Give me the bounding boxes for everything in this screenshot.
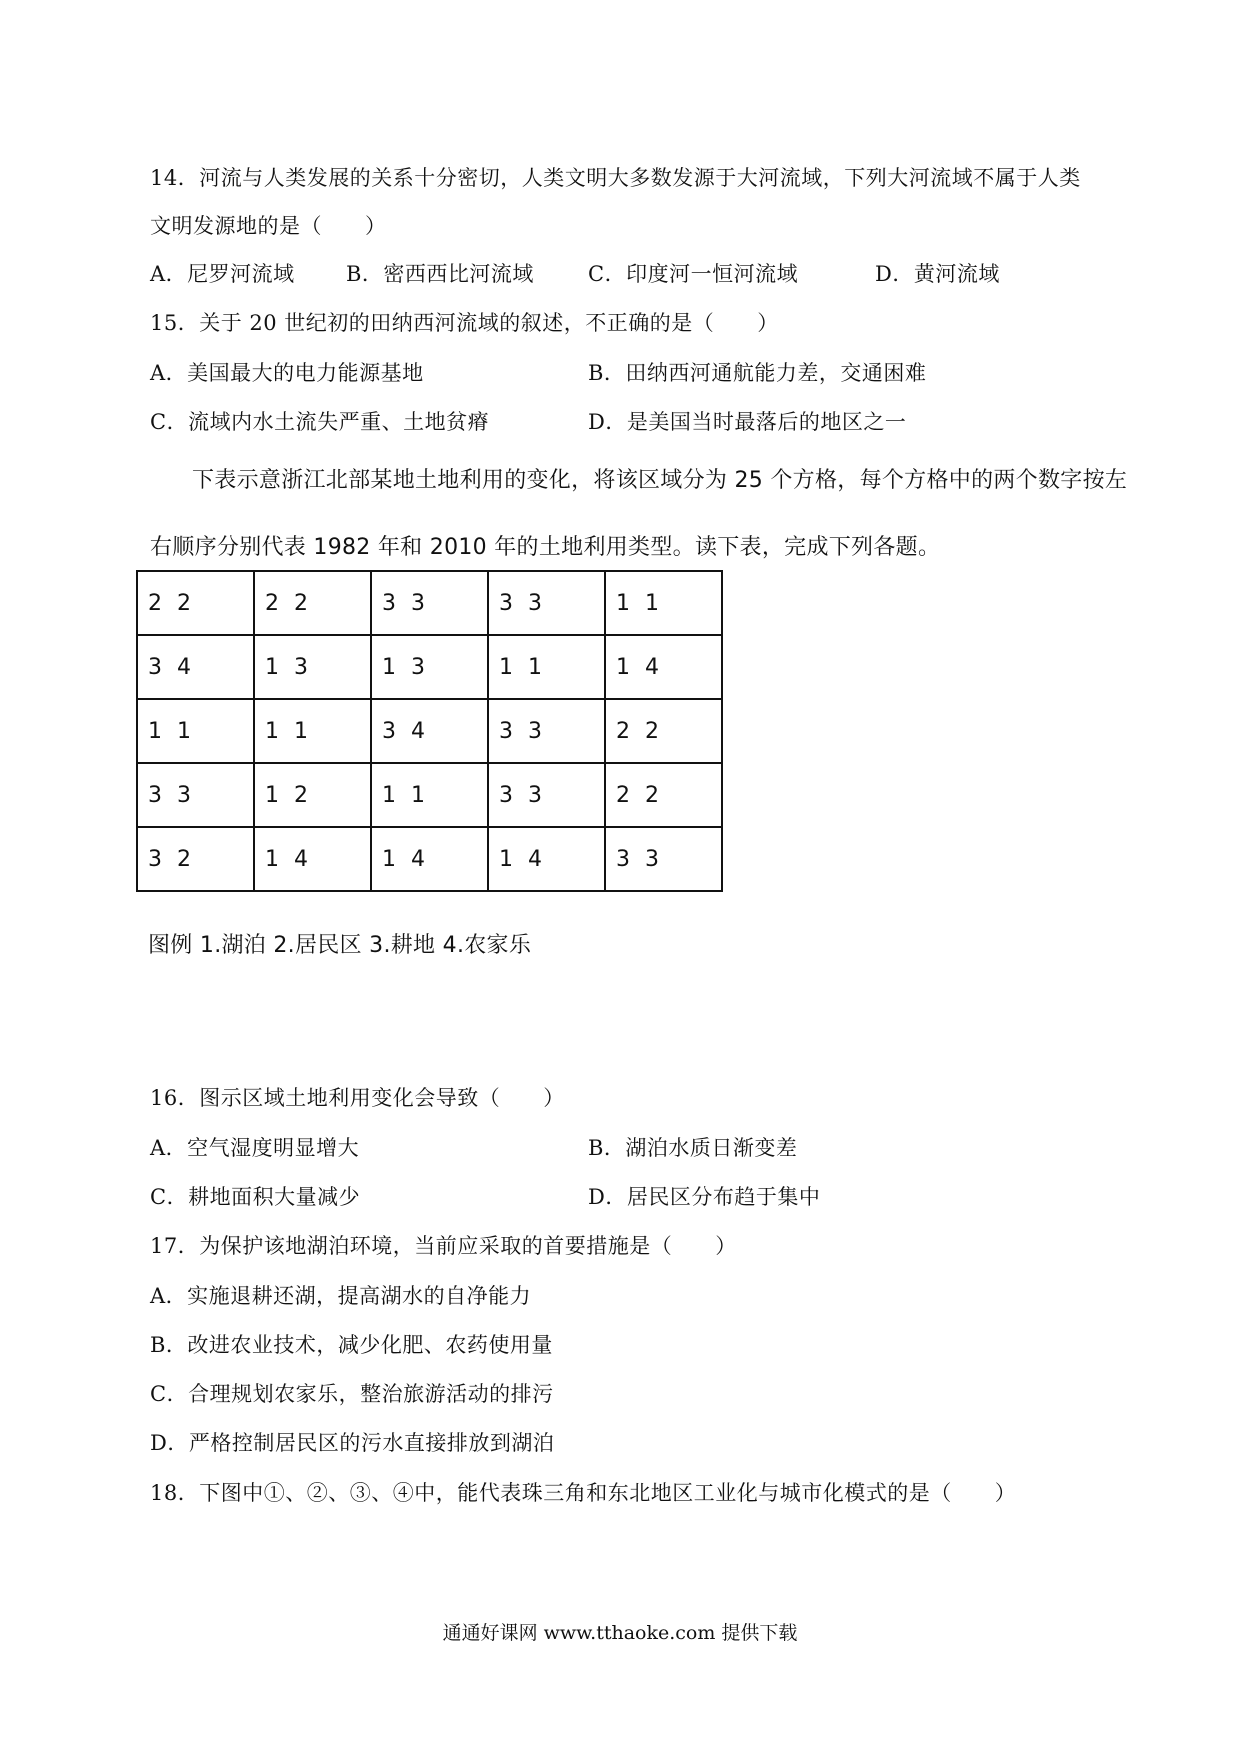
q16-option-c: C．耕地面积大量减少 [150, 1185, 361, 1209]
grid-cell: 1 4 [605, 635, 722, 699]
q14-stem-line1: 14．河流与人类发展的关系十分密切，人类文明大多数发源于大河流域，下列大河流域不属于人类 [150, 166, 1081, 190]
grid-cell: 2 2 [605, 763, 722, 827]
q17-option-c: C．合理规划农家乐，整治旅游活动的排污 [150, 1382, 554, 1406]
grid-cell: 3 2 [137, 827, 254, 891]
q16-option-a: A．空气湿度明显增大 [150, 1136, 360, 1160]
q17-stem: 17．为保护该地湖泊环境，当前应采取的首要措施是（ ） [150, 1234, 737, 1258]
grid-row [137, 571, 722, 635]
intro-line1: 下表示意浙江北部某地土地利用的变化，将该区域分为 25 个方格，每个方格中的两个数字按左 [192, 468, 1128, 493]
grid-row [137, 699, 722, 763]
grid-cell: 3 4 [371, 699, 488, 763]
q17-option-a: A．实施退耕还湖，提高湖水的自净能力 [150, 1284, 532, 1308]
q14-stem-line2: 文明发源地的是（ ） [150, 214, 387, 238]
grid-cell: 3 3 [488, 571, 605, 635]
grid-cell: 3 3 [371, 571, 488, 635]
grid-row [137, 763, 722, 827]
grid-row [137, 827, 722, 891]
land-use-grid [136, 570, 723, 892]
grid-cell: 1 1 [371, 763, 488, 827]
q14-option-d: D．黄河流域 [875, 262, 1000, 286]
q16-option-d: D．居民区分布趋于集中 [588, 1185, 821, 1209]
grid-cell: 1 2 [254, 763, 371, 827]
q16-option-b: B．湖泊水质日渐变差 [588, 1136, 798, 1160]
q16-stem: 16．图示区域土地利用变化会导致（ ） [150, 1086, 565, 1110]
grid-cell: 1 1 [254, 699, 371, 763]
grid-cell: 3 3 [137, 763, 254, 827]
grid-cell: 3 4 [137, 635, 254, 699]
grid-cell: 1 1 [605, 571, 722, 635]
grid-cell: 1 3 [371, 635, 488, 699]
q14-option-b: B．密西西比河流域 [346, 262, 534, 286]
q14-option-c: C．印度河一恒河流域 [588, 262, 799, 286]
q15-option-b: B．田纳西河通航能力差，交通困难 [588, 361, 927, 385]
grid-cell: 3 3 [605, 827, 722, 891]
grid-cell: 1 1 [137, 699, 254, 763]
page-footer: 通通好课网 www.tthaoke.com 提供下载 [442, 1622, 798, 1644]
grid-cell: 2 2 [605, 699, 722, 763]
grid-cell: 3 3 [488, 763, 605, 827]
grid-legend: 图例 1.湖泊 2.居民区 3.耕地 4.农家乐 [148, 933, 532, 958]
grid-cell: 2 2 [254, 571, 371, 635]
q17-option-b: B．改进农业技术，减少化肥、农药使用量 [150, 1333, 553, 1357]
q15-option-a: A．美国最大的电力能源基地 [150, 361, 424, 385]
grid-cell: 2 2 [137, 571, 254, 635]
grid-row [137, 635, 722, 699]
q15-option-d: D．是美国当时最落后的地区之一 [588, 410, 907, 434]
q15-stem: 15．关于 20 世纪初的田纳西河流域的叙述，不正确的是（ ） [150, 311, 779, 335]
q15-option-c: C．流域内水土流失严重、土地贫瘠 [150, 410, 490, 434]
grid-cell: 3 3 [488, 699, 605, 763]
grid-cell: 1 4 [371, 827, 488, 891]
q14-option-a: A．尼罗河流域 [150, 262, 295, 286]
grid-cell: 1 1 [488, 635, 605, 699]
q17-option-d: D．严格控制居民区的污水直接排放到湖泊 [150, 1431, 555, 1455]
intro-line2: 右顺序分别代表 1982 年和 2010 年的土地利用类型。读下表，完成下列各题。 [150, 535, 941, 560]
grid-cell: 1 3 [254, 635, 371, 699]
grid-cell: 1 4 [254, 827, 371, 891]
grid-cell: 1 4 [488, 827, 605, 891]
q18-stem: 18．下图中①、②、③、④中，能代表珠三角和东北地区工业化与城市化模式的是（ ） [150, 1481, 1017, 1505]
